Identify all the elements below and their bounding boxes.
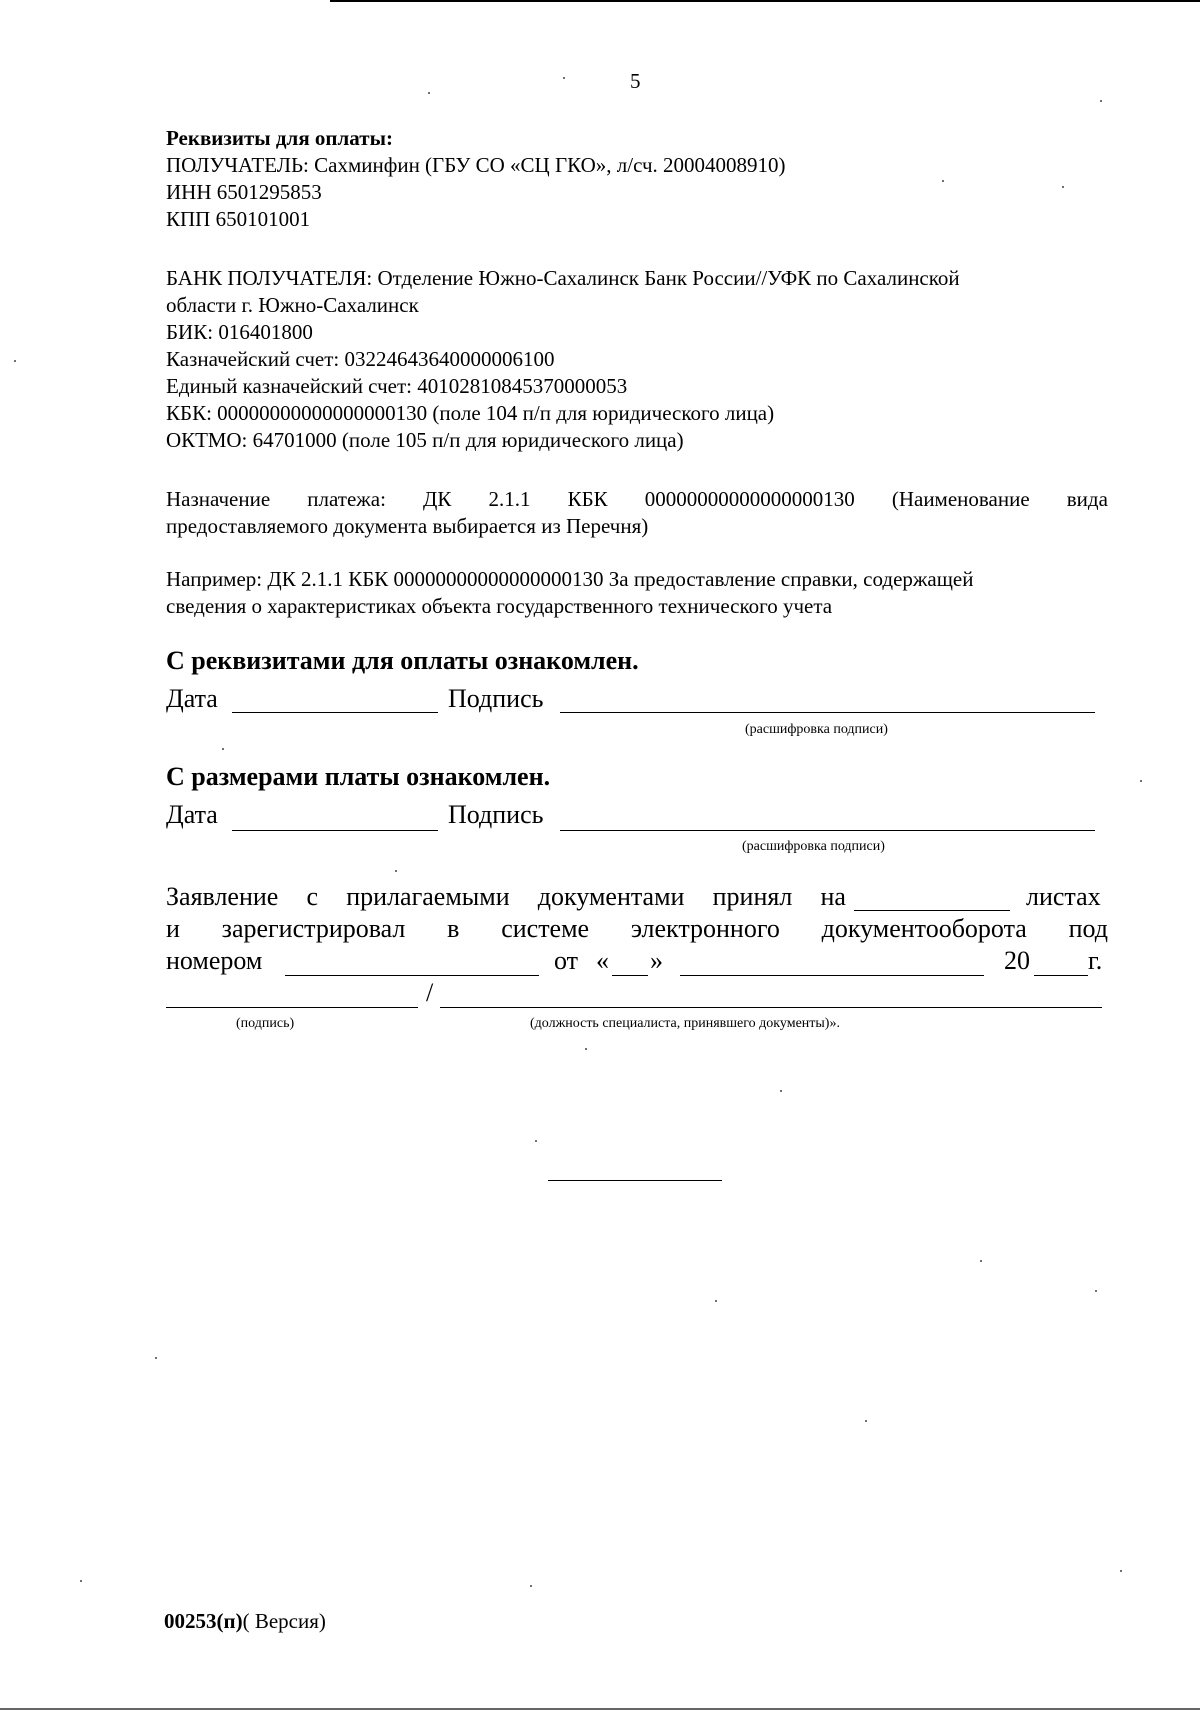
ack-requisites-date-label: Дата: [166, 684, 218, 713]
purpose-word: вида: [1066, 487, 1108, 511]
purpose-line-2: предоставляемого документа выбирается из Перечня): [166, 514, 649, 538]
oktmo-line: ОКТМО: 64701000 (поле 105 п/п для юридического лица): [166, 428, 684, 452]
scan-speck: [1100, 100, 1102, 102]
ack-fees-date-field[interactable]: [232, 830, 438, 831]
scan-speck: [563, 77, 565, 79]
scan-speck: [715, 1300, 717, 1302]
year-field[interactable]: [1034, 975, 1088, 976]
registration-word: зарегистрировал: [221, 914, 406, 943]
registration-word: на: [820, 882, 846, 911]
year-prefix: 20: [1004, 946, 1030, 975]
scan-speck: [1062, 186, 1064, 188]
bank-line-1: БАНК ПОЛУЧАТЕЛЯ: Отделение Южно-Сахалинск Банк России//УФК по Сахалинской: [166, 266, 960, 290]
scan-speck: [585, 1048, 587, 1050]
registration-line-1: [166, 882, 846, 912]
scan-speck: [530, 1585, 532, 1587]
month-field[interactable]: [680, 975, 984, 976]
scan-speck: [395, 870, 397, 872]
ack-fees-signature-field[interactable]: [560, 830, 1095, 831]
quote-open: «: [596, 946, 609, 975]
scan-top-edge: [330, 0, 1200, 2]
registration-word: принял: [712, 882, 793, 911]
kpp-line: КПП 650101001: [166, 207, 311, 231]
ack-requisites-heading: С реквизитами для оплаты ознакомлен.: [166, 646, 639, 675]
scan-speck: [865, 1420, 867, 1422]
registration-line-2: [166, 914, 1108, 944]
registration-word: системе: [501, 914, 590, 943]
footer-version: ( Версия): [242, 1609, 326, 1633]
year-suffix: г.: [1088, 946, 1103, 975]
example-line-1: Например: ДК 2.1.1 КБК 00000000000000000130 За предоставление справки, содержащей: [166, 567, 974, 591]
purpose-word: 2.1.1: [488, 487, 531, 511]
purpose-word: платежа:: [307, 487, 386, 511]
purpose-word: КБК: [567, 487, 608, 511]
treasury-account-line: Казначейский счет: 03224643640000006100: [166, 347, 555, 371]
purpose-line-1: [166, 486, 1108, 513]
number-label: номером: [166, 946, 263, 975]
registration-number-field[interactable]: [285, 975, 539, 976]
scan-bottom-edge: [0, 1708, 1200, 1710]
ack-requisites-signature-label: Подпись: [448, 684, 544, 713]
registration-word: под: [1068, 914, 1108, 943]
signature-caption: (подпись): [236, 1016, 295, 1031]
scan-speck: [14, 360, 16, 362]
ack-fees-signature-label: Подпись: [448, 800, 544, 829]
sheets-label: листах: [1026, 882, 1101, 911]
example-line-2: сведения о характеристиках объекта государственного технического учета: [166, 594, 833, 618]
specialist-signature-field[interactable]: [166, 1007, 418, 1008]
registration-word: электронного: [630, 914, 780, 943]
ack-requisites-signature-field[interactable]: [560, 712, 1095, 713]
registration-word: и: [166, 914, 180, 943]
registration-word: прилагаемыми: [346, 882, 510, 911]
registration-word: Заявление: [166, 882, 279, 911]
registration-word: с: [306, 882, 319, 911]
day-field[interactable]: [612, 975, 648, 976]
unified-account-line: Единый казначейский счет: 40102810845370000053: [166, 374, 628, 398]
scan-speck: [222, 748, 224, 750]
scan-speck: [80, 1580, 82, 1582]
scan-speck: [535, 1140, 537, 1142]
registration-word: документами: [537, 882, 685, 911]
sheets-count-field[interactable]: [854, 910, 1010, 911]
scan-speck: [1120, 1570, 1122, 1572]
kbk-line: КБК: 00000000000000000130 (поле 104 п/п для юридического лица): [166, 401, 775, 425]
ack-fees-date-label: Дата: [166, 800, 218, 829]
scan-speck: [428, 92, 430, 94]
footer: [164, 1608, 326, 1635]
page-number: 5: [630, 69, 641, 93]
scan-speck: [1140, 780, 1142, 782]
inn-line: ИНН 6501295853: [166, 180, 322, 204]
registration-word: документооборота: [821, 914, 1027, 943]
purpose-word: ДК: [423, 487, 452, 511]
footer-code: 00253(п): [164, 1609, 243, 1633]
bank-line-2: области г. Южно-Сахалинск: [166, 293, 419, 317]
scan-speck: [1095, 1290, 1097, 1292]
payment-heading: Реквизиты для оплаты:: [166, 126, 393, 150]
from-label: от: [554, 946, 579, 975]
signature-slash: /: [426, 978, 434, 1007]
ack-fees-heading: С размерами платы ознакомлен.: [166, 762, 551, 791]
purpose-word: Назначение: [166, 487, 271, 511]
ack-requisites-decode-caption: (расшифровка подписи): [745, 722, 888, 737]
ack-fees-decode-caption: (расшифровка подписи): [742, 839, 885, 854]
purpose-word: 00000000000000000130: [644, 487, 855, 511]
ack-requisites-date-field[interactable]: [232, 712, 438, 713]
purpose-word: (Наименование: [891, 487, 1030, 511]
bik-line: БИК: 016401800: [166, 320, 313, 344]
registration-word: в: [447, 914, 460, 943]
end-separator: [548, 1180, 722, 1181]
recipient-line: ПОЛУЧАТЕЛЬ: Сахминфин (ГБУ СО «СЦ ГКО», л/сч. 20004008910): [166, 153, 786, 177]
scan-speck: [780, 1090, 782, 1092]
scan-speck: [980, 1260, 982, 1262]
position-caption: (должность специалиста, принявшего документы)».: [530, 1016, 840, 1031]
scan-speck: [155, 1357, 157, 1359]
specialist-position-field[interactable]: [440, 1007, 1102, 1008]
scan-speck: [942, 180, 944, 182]
quote-close: »: [650, 946, 663, 975]
